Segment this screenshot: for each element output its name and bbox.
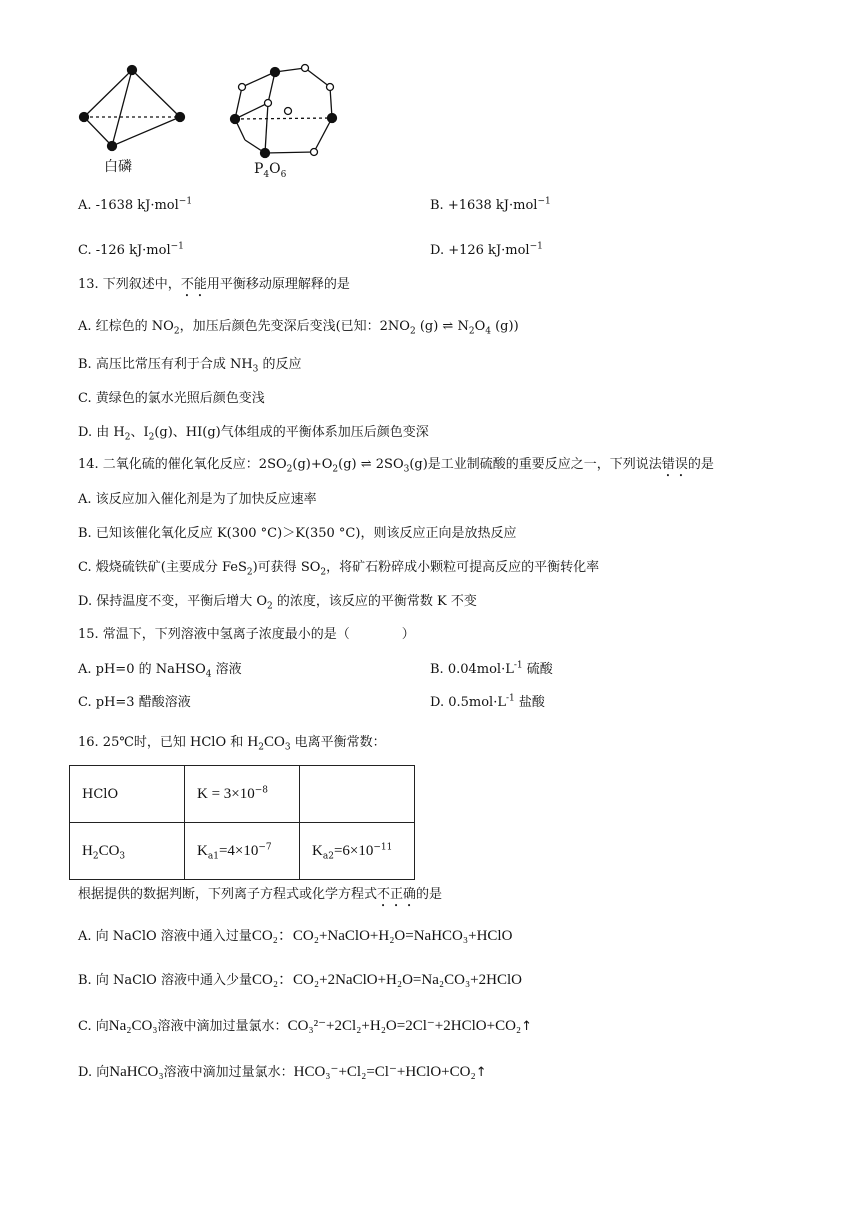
q14-option-b xyxy=(78,525,516,543)
q12-option-d xyxy=(430,242,543,260)
stem-sub: 3 xyxy=(284,742,291,753)
label-sub: 6 xyxy=(280,169,287,180)
stem-text: 14. 二氧化硫的催化氧化反应：2SO xyxy=(78,457,287,472)
white-phosphorus-label xyxy=(104,158,132,176)
option-reagent: NaHCO₃ xyxy=(109,1064,164,1080)
option-sub: 2 xyxy=(148,432,155,443)
q13-option-c xyxy=(78,390,265,408)
q14-option-d xyxy=(78,593,477,611)
option-sup: −1 xyxy=(170,241,184,252)
table-cell xyxy=(185,823,300,880)
option-text: 的浓度，该反应的平衡常数 K 不变 xyxy=(272,594,477,609)
option-sup: −1 xyxy=(529,241,543,252)
white-phosphorus-diagram xyxy=(80,66,185,151)
option-reagent: Na₂CO₃ xyxy=(108,1018,158,1034)
stem-text: (g)是工业制硫酸的重要反应之一，下列说法 xyxy=(409,457,662,472)
option-sub: 3 xyxy=(252,364,259,375)
option-text: C. 向 xyxy=(78,1019,109,1034)
q16-option-d xyxy=(78,1063,487,1082)
cell-sub: 2 xyxy=(92,851,99,862)
option-text: A. pH=0 的 NaHSO xyxy=(78,662,206,677)
q15-option-b xyxy=(430,661,553,679)
q15-option-a xyxy=(78,661,242,679)
q12-option-c xyxy=(78,242,184,260)
option-text: B. 高压比常压有利于合成 NH xyxy=(78,357,253,372)
cell-sub: 3 xyxy=(119,851,126,862)
stem-math: CO xyxy=(263,734,285,750)
option-sup: -1 xyxy=(513,660,523,671)
option-equation: CO₂：CO₂+NaClO+H₂O=NaHCO₃+HClO xyxy=(251,928,513,944)
p4o6-label xyxy=(254,160,286,178)
option-text: 溶液 xyxy=(211,662,242,677)
option-text: D. 保持温度不变，平衡后增大 O xyxy=(78,594,268,609)
option-sub: 2 xyxy=(468,326,475,337)
table-cell xyxy=(300,823,415,880)
cell-sup: −11 xyxy=(373,842,393,853)
cell-sub: a1 xyxy=(207,851,219,862)
q12-option-b xyxy=(430,197,551,215)
option-sub: 2 xyxy=(409,326,416,337)
label-p: P xyxy=(254,161,264,177)
label-o: O xyxy=(269,161,281,177)
emphasis-text: 错误 xyxy=(661,457,688,472)
stem-sub: 2 xyxy=(286,464,293,475)
option-equation: HCO₃⁻+Cl₂=Cl⁻+HClO+CO₂ xyxy=(293,1064,476,1080)
stem-sub: 2 xyxy=(332,464,339,475)
option-text: C. pH=3 醋酸溶液 xyxy=(78,695,191,710)
option-text: D. 0.5mol·L xyxy=(430,695,506,710)
option-text: A. -1638 kJ·mol xyxy=(78,198,179,213)
stem-text: 根据提供的数据判断，下列离子方程式或化学方程式 xyxy=(78,887,378,902)
q12-option-a xyxy=(78,197,192,215)
stem-math: H xyxy=(247,734,259,750)
q13-stem xyxy=(78,276,350,300)
option-sub: 4 xyxy=(205,669,212,680)
table-cell xyxy=(70,766,185,823)
option-text: 溶液中滴加过量氯水： xyxy=(163,1065,294,1080)
cell-text: CO xyxy=(98,842,120,859)
option-sub: 2 xyxy=(320,567,327,578)
stem-text: 的是 xyxy=(687,457,714,472)
option-text: (g)、HI(g)气体组成的平衡体系加压后颜色变深 xyxy=(154,425,429,440)
option-equation: CO₂：CO₂+2NaClO+H₂O=Na₂CO₃+2HClO xyxy=(251,972,522,988)
option-sub: 2 xyxy=(173,326,180,337)
option-text: D. +126 kJ·mol xyxy=(430,243,530,258)
table-row xyxy=(70,823,415,880)
q16-option-c xyxy=(78,1017,532,1036)
option-sup: -1 xyxy=(505,693,515,704)
option-text: O xyxy=(474,319,486,334)
option-text: A. 红棕色的 NO xyxy=(78,319,174,334)
stem-text: 电离平衡常数： xyxy=(290,735,386,750)
q15-option-d xyxy=(430,694,545,712)
cell-text: H xyxy=(82,842,93,859)
cell-text: K xyxy=(312,842,323,859)
option-equation: CO₃²⁻+2Cl₂+H₂O=2Cl⁻+2HClO+CO₂ xyxy=(287,1018,522,1034)
option-text: 硫酸 xyxy=(522,662,553,677)
option-text: ，将矿石粉碎成小颗粒可提高反应的平衡转化率 xyxy=(326,560,600,575)
option-sup: −1 xyxy=(537,196,551,207)
table-cell xyxy=(70,823,185,880)
cell-text: K = 3×10 xyxy=(197,785,255,802)
q16-option-a xyxy=(78,927,512,946)
q13-option-a xyxy=(78,318,519,336)
option-text: C. 黄绿色的氯水光照后颜色变浅 xyxy=(78,391,265,406)
q14-option-c xyxy=(78,559,599,577)
label-text: 白磷 xyxy=(104,159,132,175)
stem-sub: 2 xyxy=(258,742,264,753)
emphasis-text: 不能 xyxy=(180,277,207,292)
q15-option-c xyxy=(78,694,191,712)
emphasis-text: 不正确 xyxy=(377,887,417,902)
q16-stem xyxy=(78,733,386,752)
option-sub: 2 xyxy=(246,567,253,578)
option-text: )可获得 SO xyxy=(252,560,321,575)
stem-text: (g) ⇌ 2SO xyxy=(338,457,404,472)
option-text: (g)) xyxy=(490,319,519,334)
stem-sub: 3 xyxy=(403,464,410,475)
option-text: 的反应 xyxy=(258,357,302,372)
option-sub: 4 xyxy=(485,326,491,337)
option-text: B. +1638 kJ·mol xyxy=(430,198,538,213)
p4o6-diagram xyxy=(231,65,337,158)
cell-text: HClO xyxy=(82,786,119,802)
option-text: D. 向 xyxy=(78,1065,110,1080)
q16-judge xyxy=(78,886,442,910)
table-cell xyxy=(300,766,415,823)
table-cell xyxy=(185,766,300,823)
stem-text: (g)+O xyxy=(292,457,333,472)
q13-option-d xyxy=(78,424,429,442)
label-sub: 4 xyxy=(263,169,270,180)
q14-option-a xyxy=(78,491,317,509)
option-text: ，加压后颜色先变深后变浅(已知：2NO xyxy=(179,319,410,334)
option-text: B. 0.04mol·L xyxy=(430,662,514,677)
option-text: (g) ⇌ N xyxy=(415,319,469,334)
q15-stem xyxy=(78,626,415,644)
cell-text: =4×10 xyxy=(218,842,259,859)
option-text: 盐酸 xyxy=(514,695,545,710)
table-row xyxy=(70,766,415,823)
gas-arrow-icon: ↑ xyxy=(521,1019,533,1034)
stem-text: 16. 25℃时，已知 HClO 和 xyxy=(78,735,248,750)
stem-text: 15. 常温下，下列溶液中氢离子浓度最小的是（ ） xyxy=(78,627,415,642)
q14-stem xyxy=(78,456,714,480)
stem-text: 用平衡移动原理解释的是 xyxy=(206,277,350,292)
option-sub: 2 xyxy=(267,601,273,612)
option-text: C. -126 kJ·mol xyxy=(78,243,171,258)
option-text: B. 向 NaClO 溶液中通入少量 xyxy=(78,973,252,988)
cell-sup: −7 xyxy=(258,842,272,853)
q16-option-b xyxy=(78,971,522,990)
q13-option-b xyxy=(78,356,302,374)
option-sub: 2 xyxy=(124,432,131,443)
option-text: A. 向 NaClO 溶液中通入过量 xyxy=(78,929,252,944)
stem-text: 的是 xyxy=(416,887,443,902)
option-text: C. 煅烧硫铁矿(主要成分 FeS xyxy=(78,560,247,575)
option-text: D. 由 H xyxy=(78,425,125,440)
option-text: 溶液中滴加过量氯水： xyxy=(157,1019,288,1034)
option-text: A. 该反应加入催化剂是为了加快反应速率 xyxy=(78,492,317,507)
option-sup: −1 xyxy=(178,196,193,207)
stem-text: 13. 下列叙述中， xyxy=(78,277,181,292)
cell-sup: −8 xyxy=(254,785,269,796)
cell-sub: a2 xyxy=(322,851,334,862)
cell-text: K xyxy=(197,842,208,859)
ionization-constant-table xyxy=(69,765,415,880)
option-text: B. 已知该催化氧化反应 K(300 °C)＞K(350 °C)，则该反应正向是放热反应 xyxy=(78,526,517,541)
gas-arrow-icon: ↑ xyxy=(475,1065,487,1080)
cell-text: =6×10 xyxy=(333,842,374,859)
option-text: 、I xyxy=(130,425,149,440)
